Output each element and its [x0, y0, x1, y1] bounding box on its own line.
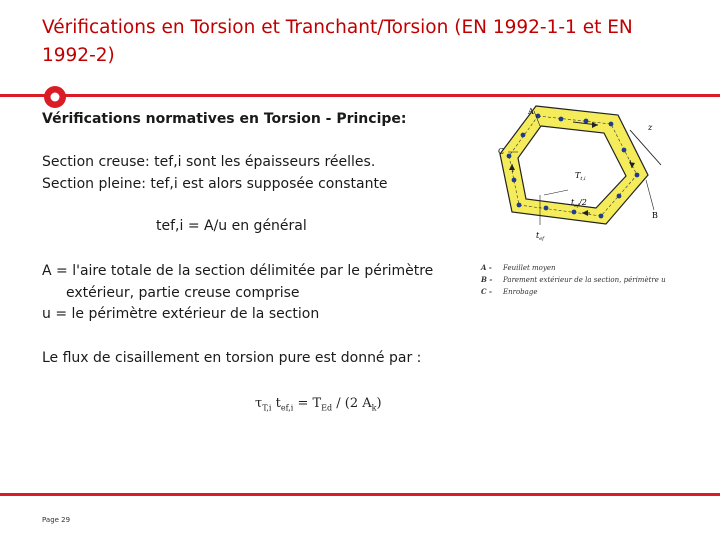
figure-label-a: A [528, 107, 534, 116]
figure-label-tau-sub: t,i [580, 176, 586, 182]
shear-flow-equation: $\tau_{T,i}$ $t_{ef,i} = T_{Ed} / (2$ $A_k$) [255, 396, 382, 413]
text-def-a: A = l'aire totale de la section délimitée par le périmètre [42, 263, 434, 279]
figure-label-z: z [648, 123, 653, 132]
figure-label-tef: t [536, 231, 540, 240]
figure-legend [481, 262, 691, 298]
title-rule-marker-icon [42, 84, 68, 110]
text-def-a-continued: extérieur, partie creuse comprise [66, 285, 300, 301]
legend-item: C - Enrobage [481, 287, 538, 296]
torsion-section-figure [478, 100, 698, 250]
figure-label-tef2: t [571, 198, 575, 207]
page-number: Page 29 [42, 516, 71, 524]
text-section-creuse: Section creuse: tef,i sont les épaisseurs réelles. [42, 154, 376, 170]
figure-label-b: B [652, 211, 658, 220]
svg-text:tef [536, 231, 545, 242]
title-rule [0, 93, 720, 99]
figure-label-tef2-sub: ef [574, 203, 580, 209]
text-section-pleine: Section pleine: tef,i est alors supposée constante [42, 176, 388, 192]
text-flux: Le flux de cisaillement en torsion pure est donné par : [42, 350, 422, 366]
footer-rule [0, 493, 720, 496]
figure-label-tef-sub: ef [539, 236, 545, 242]
slide-title: Vérifications en Torsion et Tranchant/Torsion (EN 1992-1-1 et EN 1992-2) [42, 17, 633, 66]
figure-label-c: C [498, 147, 505, 156]
legend-item: B - Parement extérieur de la section, périmètre u [481, 275, 666, 284]
figure-label-tef2-den: /2 [579, 198, 587, 207]
figure-label-tau: T [575, 171, 581, 180]
legend-item: A - Feuillet moyen [481, 263, 556, 272]
text-def-u: u = le périmètre extérieur de la section [42, 306, 320, 322]
tef-formula: tef,i = A/u en général [156, 218, 307, 234]
section-subtitle: Vérifications normatives en Torsion - Principe: [42, 111, 407, 127]
